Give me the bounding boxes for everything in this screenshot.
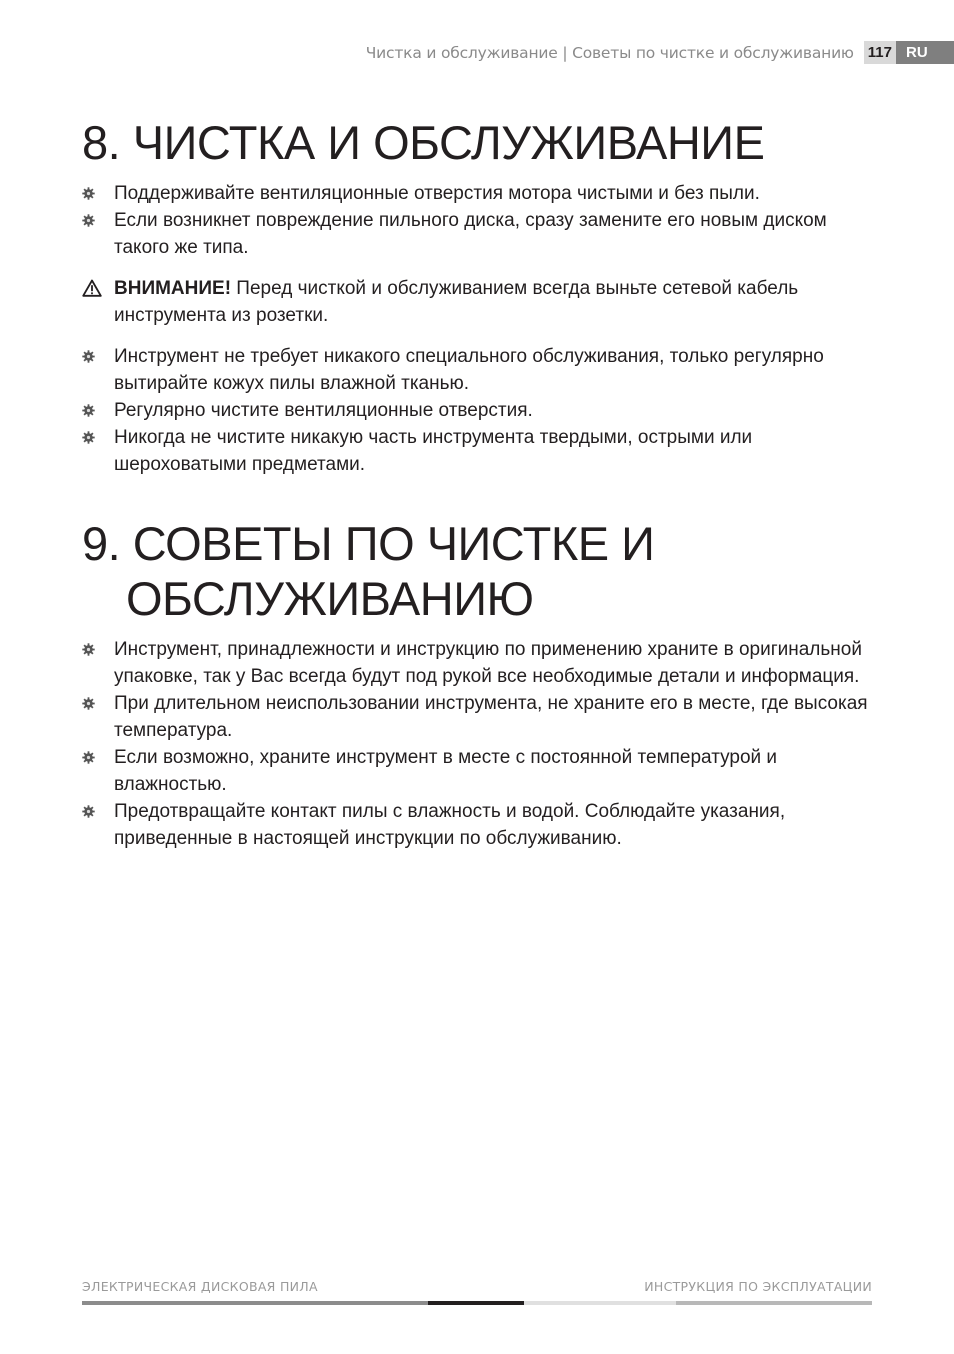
- footer-bar-segment: [428, 1301, 524, 1305]
- list-item: [82, 424, 872, 478]
- footer-right-text: ИНСТРУКЦИЯ ПО ЭКСПЛУАТАЦИИ: [644, 1279, 872, 1294]
- heading-section-8: 8. ЧИСТКА И ОБСЛУЖИВАНИЕ: [82, 116, 765, 169]
- list-item: [82, 343, 872, 397]
- gear-bullet-icon: [82, 431, 95, 444]
- list-item-text: При длительном неиспользовании инструмента, не храните его в месте, где высокая температура.: [114, 693, 868, 741]
- heading-section-9-line2: ОБСЛУЖИВАНИЮ: [126, 572, 534, 625]
- page-footer: [82, 1279, 872, 1294]
- gear-bullet-icon: [82, 214, 95, 227]
- list-item: [82, 744, 872, 798]
- page-content: [82, 115, 872, 852]
- list-item-text: Инструмент, принадлежности и инструкцию по применению храните в оригинальной упаковке, так у Вас всегда будут под рукой все необходимые детали и информация.: [114, 639, 862, 687]
- list-item: [82, 207, 872, 261]
- list-item-text: Никогда не чистите никакую часть инструмента твердыми, острыми или шероховатыми предметами.: [114, 427, 753, 475]
- list-item-text: Регулярно чистите вентиляционные отверстия.: [114, 400, 533, 421]
- list-item: [82, 690, 872, 744]
- gear-bullet-icon: [82, 350, 95, 363]
- list-item: [82, 636, 872, 690]
- list-item-text: Инструмент не требует никакого специального обслуживания, только регулярно вытирайте кожух пилы влажной тканью.: [114, 346, 824, 394]
- list-item-text: Предотвращайте контакт пилы с влажность и водой. Соблюдайте указания, приведенные в настоящей инструкции по обслуживанию.: [114, 801, 786, 849]
- footer-bar-segment: [524, 1301, 676, 1305]
- list-item-text: Если возникнет повреждение пильного диска, сразу замените его новым диском такого же типа.: [114, 210, 827, 258]
- heading-section-9: [82, 516, 872, 626]
- gear-bullet-icon: [82, 404, 95, 417]
- gear-bullet-icon: [82, 751, 95, 764]
- gear-bullet-icon: [82, 805, 95, 818]
- footer-left-text: ЭЛЕКТРИЧЕСКАЯ ДИСКОВАЯ ПИЛА: [82, 1279, 318, 1294]
- header-section-title: Чистка и обслуживание | Советы по чистке и обслуживанию: [365, 43, 854, 62]
- bullet-list-8b: [82, 343, 872, 478]
- bullet-list-9: [82, 636, 872, 852]
- list-item: [82, 798, 872, 852]
- list-item: [82, 397, 872, 424]
- gear-bullet-icon: [82, 697, 95, 710]
- list-item: [82, 180, 872, 207]
- gear-bullet-icon: [82, 187, 95, 200]
- list-item-text: Поддерживайте вентиляционные отверстия мотора чистыми и без пыли.: [114, 183, 760, 204]
- bullet-list-8a: [82, 180, 872, 261]
- footer-bar-segment: [82, 1301, 428, 1305]
- warning-block: [82, 275, 872, 329]
- footer-bar: [82, 1301, 872, 1305]
- footer-bar-segment: [676, 1301, 872, 1305]
- list-item-text: Если возможно, храните инструмент в месте с постоянной температурой и влажностью.: [114, 747, 778, 795]
- page-number: 117: [864, 41, 896, 64]
- page-header: [366, 41, 954, 64]
- heading-section-9-line1: 9. СОВЕТЫ ПО ЧИСТКЕ И: [82, 517, 655, 570]
- language-badge: RU: [896, 41, 954, 64]
- warning-triangle-icon: [82, 279, 102, 297]
- gear-bullet-icon: [82, 643, 95, 656]
- warning-label: ВНИМАНИЕ!: [114, 278, 232, 299]
- warning-text: Перед чисткой и обслуживанием всегда выньте сетевой кабель инструмента из розетки.: [114, 278, 799, 326]
